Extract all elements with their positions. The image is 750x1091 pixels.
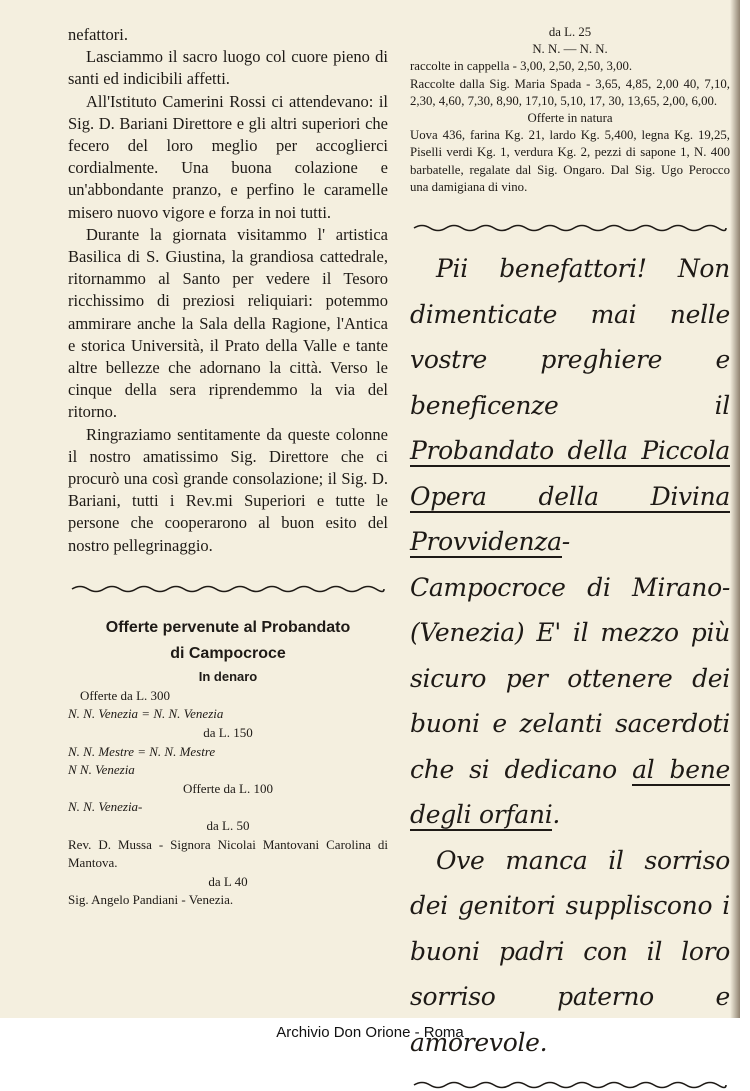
offerte-title: Offerte pervenute al Probandato (105, 618, 351, 636)
offerte-line: N. N. Venezia- (68, 799, 143, 815)
right-column (410, 24, 730, 1091)
offerte-natura-text: Uova 436, farina Kg. 21, lardo Kg. 5,400, legna Kg. 19,25, Piselli verdi Kg. 1, verdura Kg. 2, pezzi di sapone 1, N. 400 barbatelle, regalate dal Sig. Ongaro. Dal Sig. Ugo Perocco una damigiana di vino. (410, 128, 730, 194)
offerte-natura-heading: Offerte in natura (527, 111, 613, 126)
paragraph-istituto: All'Istituto Camerini Rossi ci attendevano: il Sig. D. Bariani Direttore e gli altri superiori che fecero del loro meglio per accoglierci cordialmente. Una buona colazione e un'abbondante pranzo, e perfino le caramelle misero nuovo vigore e forza in noi tutti. (68, 91, 388, 222)
offerte-title-2: di Campocroce (170, 644, 286, 662)
offerte-line: Sig. Angelo Pandiani - Venezia. (68, 892, 234, 908)
appeal-text-c: - Campocroce di Mirano- (Venezia) E' il mezzo più sicuro per ottenere dei buoni e zelanti sacerdoti che si dedicano (410, 527, 730, 784)
in-denaro-heading: In denaro (198, 668, 258, 684)
paragraph-continuation: nefattori. (68, 25, 129, 44)
appeal-box (410, 246, 730, 1065)
offerte-line: da L 40 (208, 873, 248, 889)
appeal-paragraph-2: Ove manca il sorriso dei genitori suppliscono i buoni padri con il loro sorriso paterno e amorevole. (410, 845, 730, 1057)
wavy-divider-left (70, 583, 386, 595)
offerte-da-25: da L. 25 (548, 25, 592, 39)
archive-footer: Archivio Don Orione - Roma (276, 1024, 464, 1041)
appeal-text-e: . (552, 800, 561, 830)
wavy-divider-right-bottom (412, 1079, 728, 1091)
wavy-divider-right-top (412, 222, 728, 234)
left-column (68, 24, 388, 910)
appeal-probandato: Probandato della Piccola Opera della Divina Provvidenza (410, 436, 730, 557)
appeal-paragraph (410, 246, 730, 838)
offerte-line: da L. 50 (206, 818, 250, 834)
paragraph-lasciammo: Lasciammo il sacro luogo col cuore pieno di santi ed indicibili affetti. (68, 47, 388, 89)
offerte-line: Rev. D. Mussa - Signora Nicolai Mantovani Carolina di Mantova. (68, 836, 388, 871)
raccolte-spada: Raccolte dalla Sig. Maria Spada - 3,65, 4,85, 2,00 40, 7,10, 2,30, 4,60, 7,30, 8,90, 17,10, 5,10, 17, 30, 13,65, 2,00, 6,00. (410, 76, 730, 108)
offerte-line: N. N. Mestre = N. N. Mestre (68, 743, 216, 759)
offerte-line: da L. 150 (203, 725, 253, 741)
offerte-line: N N. Venezia (68, 762, 135, 778)
paragraph-giornata: Durante la giornata visitammo l' artistica Basilica di S. Giustina, la grandiosa cattedrale, ritornammo al Santo per vedere il Tesoro ricchissimo di preziosi reliquiari: potemmo ammirare anche la Sala della Ragione, l'Antica e storica Università, il Prato della Valle e tante altre bellezze che adornano la città. Verso le cinque della sera riprendemmo la via del ritorno. (68, 224, 388, 422)
appeal-orfani: al bene degli orfani (410, 754, 730, 830)
offerte-line: Offerte da L. 300 (80, 687, 171, 703)
raccolte-cappella: raccolte in cappella - 3,00, 2,50, 2,50, 3,00. (410, 59, 633, 74)
offerte-nn: N. N. — N. N. (532, 42, 608, 57)
offerte-line: Offerte da L. 100 (182, 780, 273, 796)
offerte-section (68, 615, 388, 910)
appeal-text-a: Pii benefattori! Non dimenticate mai nelle vostre preghiere e beneficenze il (410, 254, 730, 420)
paragraph-ringraziamo: Ringraziamo sentitamente da queste colonne il nostro amatissimo Sig. Direttore che ci procurò una così grande consolazione; il Sig. D. Bariani, tutti i Rev.mi Superiori e tutte le persone che cooperarono al buon esito del nostro pellegrinaggio. (68, 424, 388, 555)
offerte-line: N. N. Venezia = N. N. Venezia (68, 706, 224, 722)
